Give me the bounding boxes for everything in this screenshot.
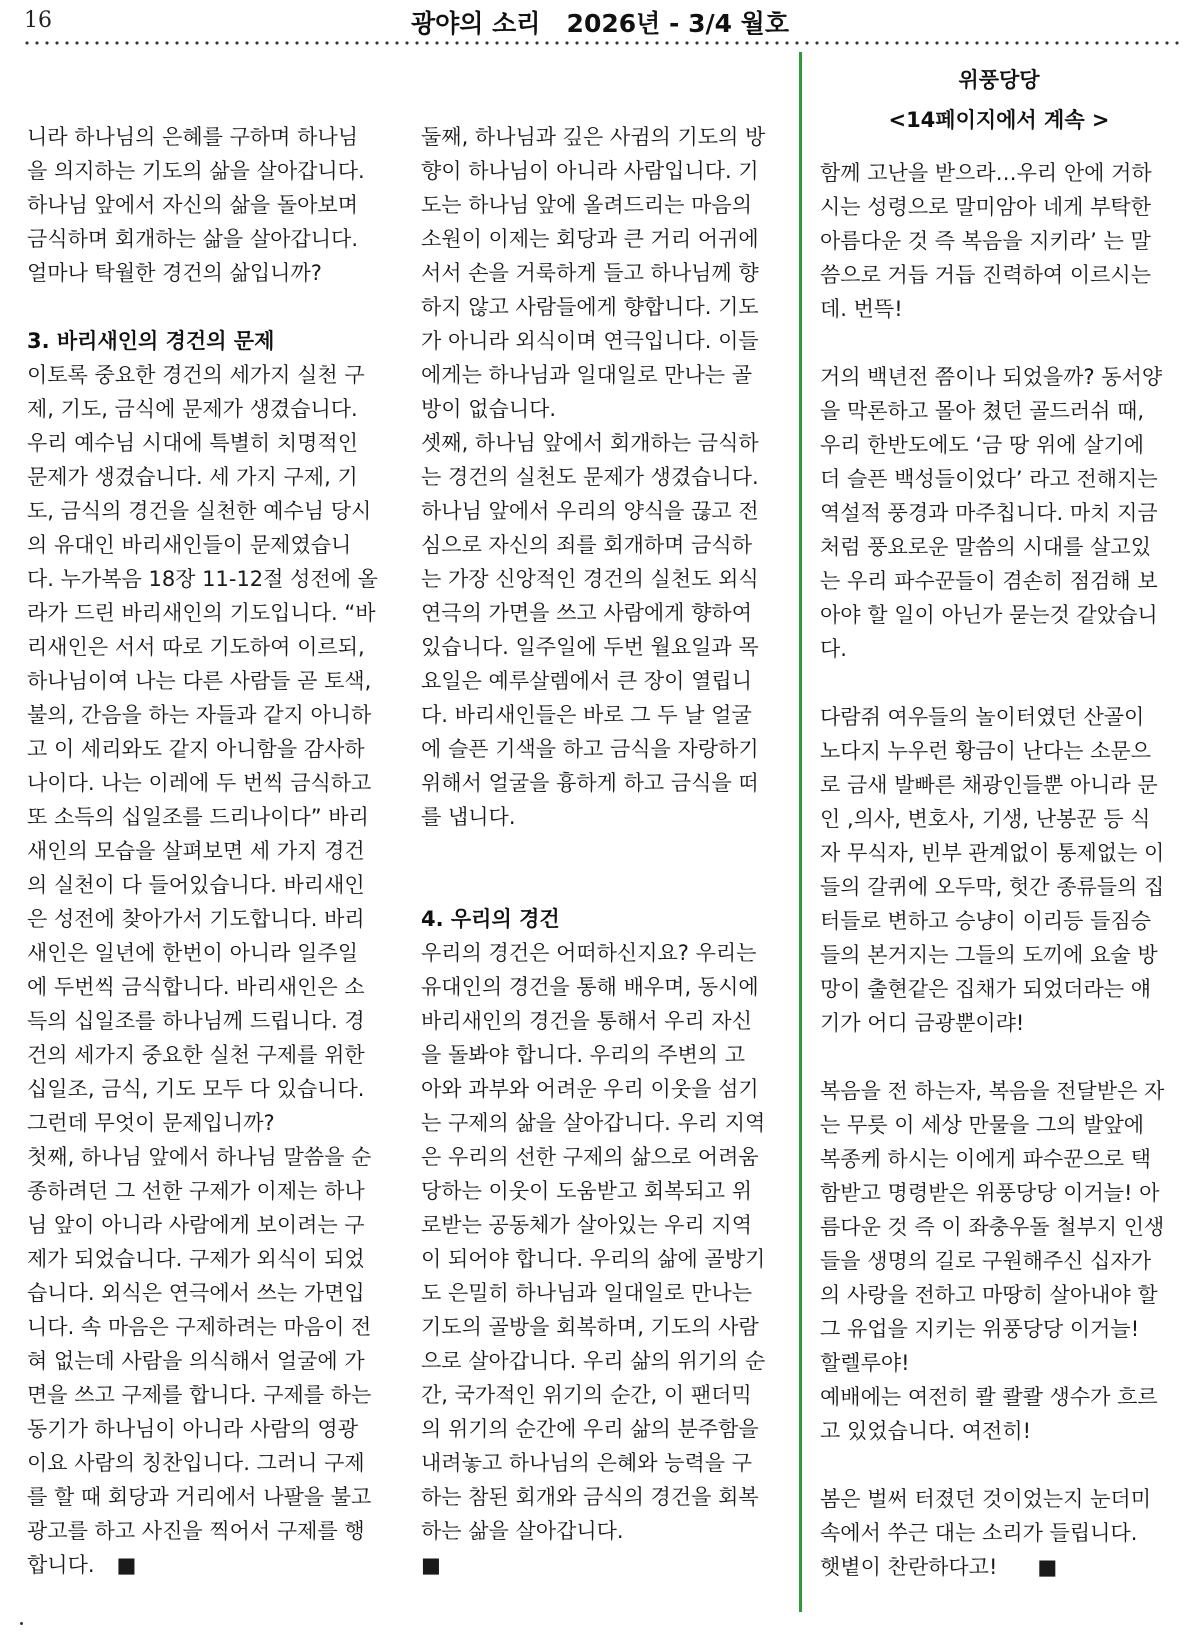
text-line: 하나님 앞에서 우리의 양식을 끊고 전 bbox=[421, 499, 759, 523]
text-line: 리새인은 서서 따로 기도하여 이르되, bbox=[27, 635, 365, 659]
text-line: 가 아니라 외식이며 연극입니다. 이들 bbox=[421, 329, 759, 353]
text-line: 로 금새 발빠른 채광인들뿐 아니라 문 bbox=[820, 773, 1158, 797]
col3-para-3 bbox=[820, 700, 1178, 1040]
article-title: 위풍당당 bbox=[958, 68, 1040, 92]
text-line: 금식하며 회개하는 삶을 살아갑니다. bbox=[27, 227, 358, 251]
publication-title: 광야의 소리 2026년 - 3/4 월호 bbox=[410, 9, 789, 38]
text-line: 그런데 무엇이 문제입니까? bbox=[27, 1111, 275, 1135]
text-line: 요일은 예루살렘에서 큰 장이 열립니 bbox=[421, 669, 752, 693]
text-line: 하지 않고 사람들에게 향합니다. 기도 bbox=[421, 295, 759, 319]
text-line: 당하는 이웃이 도움받고 회복되고 위 bbox=[421, 1179, 752, 1203]
text-line: 아야 할 일이 아닌가 묻는것 같았습니 bbox=[820, 603, 1158, 627]
text-line: 은 우리의 선한 구제의 삶으로 어려움 bbox=[421, 1145, 759, 1169]
text-line: 를 할 때 회당과 거리에서 나팔을 불고 bbox=[27, 1485, 372, 1509]
spacer bbox=[820, 326, 1178, 360]
col3-last-text: 햇볕이 찬란하다고! bbox=[820, 1555, 998, 1579]
page-header bbox=[0, 0, 1200, 48]
text-line: 십일조, 금식, 기도 모두 다 있습니다. bbox=[27, 1077, 365, 1101]
text-line: 고 이 세리와도 같지 아니함을 감사하 bbox=[27, 737, 365, 761]
column-1 bbox=[27, 120, 387, 1582]
text-line: 더 슬픈 백성들이었다’ 라고 전해지는 bbox=[820, 467, 1158, 491]
dotted-rule bbox=[22, 41, 1182, 45]
text-line: 로받는 공동체가 살아있는 우리 지역 bbox=[421, 1213, 752, 1237]
text-line: 혀 없는데 사람을 의식해서 얼굴에 가 bbox=[27, 1349, 365, 1373]
text-line: 하나님이여 나는 다른 사람들 곧 토색, bbox=[27, 669, 372, 693]
text-line: 속에서 쑤근 대는 소리가 들립니다. bbox=[820, 1521, 1138, 1545]
text-line: 셋째, 하나님 앞에서 회개하는 금식하 bbox=[421, 431, 759, 455]
col1-section3-body bbox=[27, 358, 387, 1548]
text-line: 씀으로 거듭 거듭 진력하여 이르시는 bbox=[820, 263, 1151, 287]
text-line: 을 돌봐야 합니다. 우리의 주변의 고 bbox=[421, 1043, 746, 1067]
text-line: 득의 십일조를 하나님께 드립니다. 경 bbox=[27, 1009, 365, 1033]
text-line: 아름다운 것 즉 복음을 지키라’ 는 말 bbox=[820, 229, 1151, 253]
text-line: 위해서 얼굴을 흉하게 하고 금식을 떠 bbox=[421, 771, 759, 795]
col2-body-b bbox=[421, 936, 779, 1548]
continued-note: <14페이지에서 계속 > bbox=[888, 108, 1110, 132]
text-line: 라가 드린 바리새인의 기도입니다. “바 bbox=[27, 601, 376, 625]
text-line: 예배에는 여전히 콸 콸콸 생수가 흐르 bbox=[820, 1385, 1158, 1409]
text-line: 의 실천이 다 들어있습니다. 바리새인 bbox=[27, 873, 365, 897]
text-line: 다. 누가복음 18장 11-12절 성전에 올 bbox=[27, 567, 378, 591]
text-line: 습니다. 외식은 연극에서 쓰는 가면입 bbox=[27, 1281, 365, 1305]
text-line: 복종케 하시는 이에게 파수꾼으로 택 bbox=[820, 1147, 1151, 1171]
section-3-heading: 3. 바리새인의 경건의 문제 bbox=[27, 329, 275, 353]
text-line: 거의 백년전 쯤이나 되었을까? 동서양 bbox=[820, 365, 1163, 389]
text-line: 다. 바리새인들은 바로 그 두 날 얼굴 bbox=[421, 703, 752, 727]
text-line: 망이 출현같은 집채가 되었더라는 얘 bbox=[820, 977, 1151, 1001]
text-line: 니라 하나님의 은혜를 구하며 하나님 bbox=[27, 125, 358, 149]
text-line: 기도의 골방을 회복하며, 기도의 사람 bbox=[421, 1315, 759, 1339]
text-line: 는 구제의 삶을 살아갑니다. 우리 지역 bbox=[421, 1111, 766, 1135]
col3-last-line bbox=[820, 1550, 1178, 1584]
text-line: 복음을 전 하는자, 복음을 전달받은 자 bbox=[820, 1079, 1165, 1103]
text-line: 방이 없습니다. bbox=[421, 397, 557, 421]
text-line: 함께 고난을 받으라…우리 안에 거하 bbox=[820, 161, 1152, 185]
text-line: 유대인의 경건을 통해 배우며, 동시에 bbox=[421, 975, 759, 999]
spacer bbox=[820, 666, 1178, 700]
text-line: 들을 생명의 길로 구원해주신 십자가 bbox=[820, 1249, 1151, 1273]
spacer bbox=[421, 868, 779, 902]
text-line: 우리 한반도에도 ‘금 땅 위에 살기에 bbox=[820, 433, 1145, 457]
text-line: 처럼 풍요로운 말씀의 시대를 살고있 bbox=[820, 535, 1151, 559]
text-line: 다. bbox=[820, 637, 847, 661]
text-line: 하는 삶을 살아갑니다. bbox=[421, 1519, 624, 1543]
text-line: 심으로 자신의 죄를 회개하며 금식하 bbox=[421, 533, 752, 557]
text-line: 님 앞이 아니라 사람에게 보이려는 구 bbox=[27, 1213, 365, 1237]
text-line: 둘째, 하나님과 깊은 사귐의 기도의 방 bbox=[421, 125, 766, 149]
text-line: 얼마나 탁월한 경건의 삶입니까? bbox=[27, 261, 322, 285]
text-line: 우리 예수님 시대에 특별히 치명적인 bbox=[27, 431, 358, 455]
text-line: 종하려던 그 선한 구제가 이제는 하나 bbox=[27, 1179, 365, 1203]
text-line: 역설적 풍경과 마주칩니다. 마치 지금 bbox=[820, 501, 1158, 525]
text-line: 의 위기의 순간에 우리 삶의 분주함을 bbox=[421, 1417, 759, 1441]
text-line: 새인의 모습을 살펴보면 세 가지 경건 bbox=[27, 839, 365, 863]
text-line: 에 두번씩 금식합니다. 바리새인은 소 bbox=[27, 975, 365, 999]
text-line: 향이 하나님이 아니라 사람입니다. 기 bbox=[421, 159, 759, 183]
text-line: 에게는 하나님과 일대일로 만나는 골 bbox=[421, 363, 752, 387]
text-line: 를 냅니다. bbox=[421, 805, 516, 829]
text-line: 들의 갈퀴에 오두막, 헛간 종류들의 집 bbox=[820, 875, 1165, 899]
col3-para-1 bbox=[820, 156, 1178, 326]
corner-dot bbox=[20, 1622, 23, 1625]
text-line: 도 은밀히 하나님과 일대일로 만나는 bbox=[421, 1281, 752, 1305]
text-line: 니다. 속 마음은 구제하려는 마음이 전 bbox=[27, 1315, 372, 1339]
col1-last-line bbox=[27, 1548, 387, 1582]
text-line: 문제가 생겼습니다. 세 가지 구제, 기 bbox=[27, 465, 358, 489]
col1-last-text: 합니다. bbox=[27, 1553, 95, 1577]
spacer bbox=[820, 1448, 1178, 1482]
text-line: 서서 손을 거룩하게 들고 하나님께 향 bbox=[421, 261, 759, 285]
text-line: 의 사랑을 전하고 마땅히 살아내야 할 bbox=[820, 1283, 1158, 1307]
end-mark-icon: ■ bbox=[421, 1553, 441, 1577]
text-line: 이요 사람의 칭찬입니다. 그러니 구제 bbox=[27, 1451, 365, 1475]
text-line: 도는 하나님 앞에 올려드리는 마음의 bbox=[421, 193, 752, 217]
text-line: 자 무식자, 빈부 관계없이 통제없는 이 bbox=[820, 841, 1165, 865]
text-line: 동기가 하나님이 아니라 사람의 영광 bbox=[27, 1417, 358, 1441]
text-line: 에 슬픈 기색을 하고 금식을 자랑하기 bbox=[421, 737, 759, 761]
text-line: 는 우리 파수꾼들이 겸손히 점검해 보 bbox=[820, 569, 1158, 593]
text-line: 다람쥐 여우들의 놀이터였던 산골이 bbox=[820, 705, 1145, 729]
text-line: 소원이 이제는 회당과 큰 거리 어귀에 bbox=[421, 227, 759, 251]
column-3-heading bbox=[804, 60, 1194, 140]
col2-body-a bbox=[421, 120, 779, 834]
text-line: 제가 되었습니다. 구제가 외식이 되었 bbox=[27, 1247, 365, 1271]
text-line: 하는 참된 회개와 금식의 경건을 회복 bbox=[421, 1485, 759, 1509]
text-line: 을 의지하는 기도의 삶을 살아갑니다. bbox=[27, 159, 365, 183]
text-line: 노다지 누우런 황금이 난다는 소문으 bbox=[820, 739, 1151, 763]
text-line: 아와 과부와 어려운 우리 이웃을 섬기 bbox=[421, 1077, 759, 1101]
text-line: 인 ,의사, 변호사, 기생, 난봉꾼 등 식 bbox=[820, 807, 1151, 831]
spacer bbox=[421, 834, 779, 868]
text-line: 내려놓고 하나님의 은혜와 능력을 구 bbox=[421, 1451, 752, 1475]
text-line: 들의 본거지는 그들의 도끼에 요술 방 bbox=[820, 943, 1158, 967]
text-line: 터들로 변하고 승냥이 이리등 들짐승 bbox=[820, 909, 1151, 933]
text-line: 광고를 하고 사진을 찍어서 구제를 행 bbox=[27, 1519, 365, 1543]
column-2 bbox=[421, 120, 779, 1582]
text-line: 데. 번뜩! bbox=[820, 297, 903, 321]
text-line: 의 유대인 바리새인들이 문제였습니 bbox=[27, 533, 352, 557]
text-line: 도, 금식의 경건을 실천한 예수님 당시 bbox=[27, 499, 372, 523]
col1-intro bbox=[27, 120, 387, 290]
col3-para-4 bbox=[820, 1074, 1178, 1448]
spacer bbox=[820, 1040, 1178, 1074]
text-line: 을 막론하고 몰아 쳤던 골드러쉬 때, bbox=[820, 399, 1145, 423]
col2-end bbox=[421, 1548, 779, 1582]
spacer bbox=[27, 290, 387, 324]
text-line: 하나님 앞에서 자신의 삶을 돌아보며 bbox=[27, 193, 358, 217]
text-line: 는 경건의 실천도 문제가 생겼습니다. bbox=[421, 465, 759, 489]
text-line: 할렐루야! bbox=[820, 1351, 910, 1375]
text-line: 는 가장 신앙적인 경건의 실천도 외식 bbox=[421, 567, 759, 591]
text-line: 은 성전에 찾아가서 기도합니다. 바리 bbox=[27, 907, 365, 931]
section-4-heading: 4. 우리의 경건 bbox=[421, 907, 560, 931]
text-line: 불의, 간음을 하는 자들과 같지 아니하 bbox=[27, 703, 372, 727]
text-line: 름다운 것 즉 이 좌충우돌 철부지 인생 bbox=[820, 1215, 1165, 1239]
text-line: 고 있었습니다. 여전히! bbox=[820, 1419, 1032, 1443]
text-line: 새인은 일년에 한번이 아니라 일주일 bbox=[27, 941, 358, 965]
text-line: 또 소득의 십일조를 드리나이다” 바리 bbox=[27, 805, 369, 829]
text-line: 기가 어디 금광뿐이랴! bbox=[820, 1011, 1025, 1035]
text-line: 면을 쓰고 구제를 합니다. 구제를 하는 bbox=[27, 1383, 372, 1407]
end-mark-icon: ■ bbox=[116, 1553, 137, 1577]
col3-para-5 bbox=[820, 1482, 1178, 1550]
text-line: 간, 국가적인 위기의 순간, 이 팬더믹 bbox=[421, 1383, 752, 1407]
text-line: 첫째, 하나님 앞에서 하나님 말씀을 순 bbox=[27, 1145, 372, 1169]
text-line: 이토록 중요한 경건의 세가지 실천 구 bbox=[27, 363, 365, 387]
page-number: 16 bbox=[24, 8, 52, 33]
text-line: 바리새인의 경건을 통해서 우리 자신 bbox=[421, 1009, 752, 1033]
text-line: 있습니다. 일주일에 두번 월요일과 목 bbox=[421, 635, 759, 659]
text-line: 봄은 벌써 터졌던 것이었는지 눈더미 bbox=[820, 1487, 1151, 1511]
end-mark-icon: ■ bbox=[1037, 1555, 1058, 1579]
col3-para-2 bbox=[820, 360, 1178, 666]
text-line: 는 무릇 이 세상 만물을 그의 발앞에 bbox=[820, 1113, 1145, 1137]
text-line: 연극의 가면을 쓰고 사람에게 향하여 bbox=[421, 601, 752, 625]
text-line: 우리의 경건은 어떠하신지요? 우리는 bbox=[421, 941, 757, 965]
text-line: 제, 기도, 금식에 문제가 생겼습니다. bbox=[27, 397, 358, 421]
text-line: 시는 성령으로 말미암아 네게 부탁한 bbox=[820, 195, 1151, 219]
text-line: 으로 살아갑니다. 우리 삶의 위기의 순 bbox=[421, 1349, 766, 1373]
text-line: 이 되어야 합니다. 우리의 삶에 골방기 bbox=[421, 1247, 766, 1271]
text-line: 건의 세가지 중요한 실천 구제를 위한 bbox=[27, 1043, 365, 1067]
column-divider bbox=[799, 52, 802, 1612]
text-line: 그 유업을 지키는 위풍당당 이거늘! bbox=[820, 1317, 1140, 1341]
column-3 bbox=[820, 156, 1178, 1584]
text-line: 나이다. 나는 이레에 두 번씩 금식하고 bbox=[27, 771, 372, 795]
text-line: 함받고 명령받은 위풍당당 이거늘! 아 bbox=[820, 1181, 1160, 1205]
